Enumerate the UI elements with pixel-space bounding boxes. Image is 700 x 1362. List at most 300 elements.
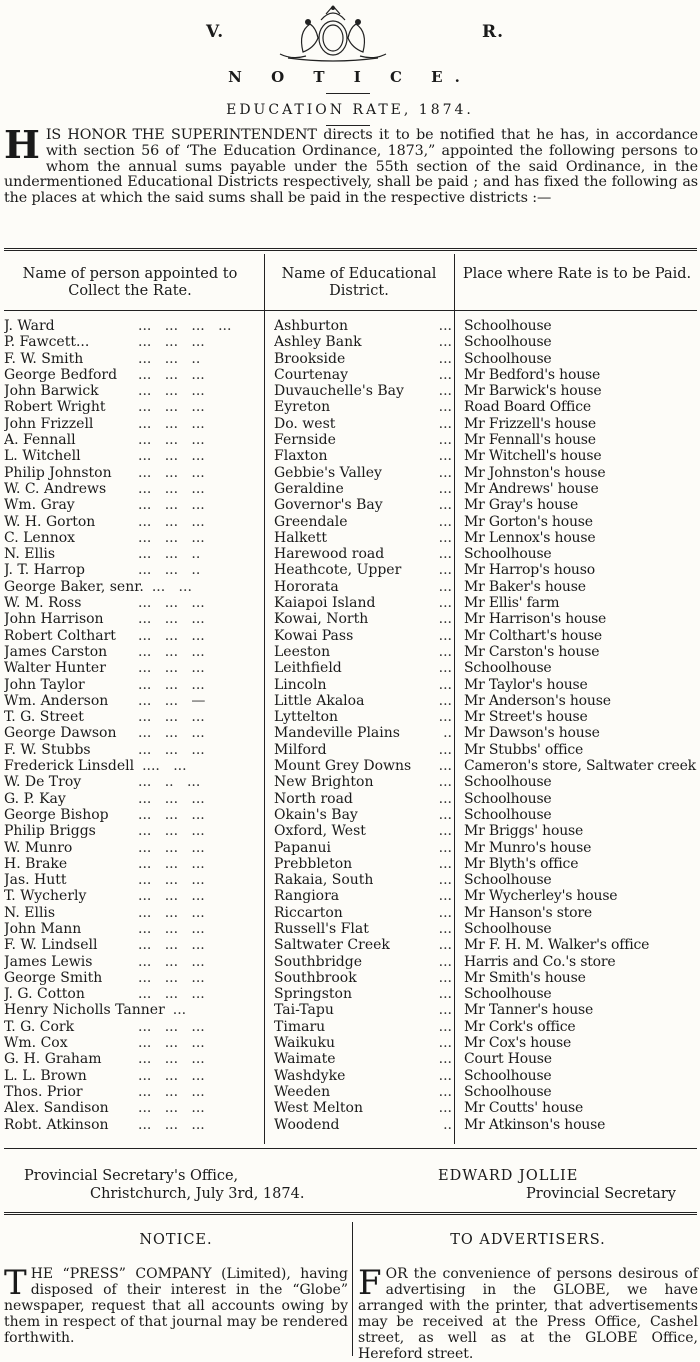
table-row xyxy=(4,954,698,970)
district-name: Little Akaloa xyxy=(274,692,365,709)
leader-dots: ... xyxy=(438,806,452,823)
cell-place: Schoolhouse xyxy=(464,660,552,677)
cell-district xyxy=(274,872,456,888)
signatory-name: EDWARD JOLLIE xyxy=(438,1168,579,1184)
cell-place: Mr Gray's house xyxy=(464,497,579,514)
leader-dots: ... xyxy=(438,1067,452,1084)
table-row xyxy=(4,465,698,481)
person-name: W. M. Ross xyxy=(4,595,82,612)
leader-dots: ... xyxy=(438,415,452,432)
leader-dots: ... xyxy=(438,366,452,383)
cell-place: Mr Carston's house xyxy=(464,643,600,660)
person-name: F. W. Stubbs xyxy=(4,741,91,758)
cell-person xyxy=(4,660,262,676)
cell-person xyxy=(4,595,262,611)
table-row xyxy=(4,514,698,530)
district-name: Harewood road xyxy=(274,546,385,563)
cell-district xyxy=(274,562,456,578)
district-name: Woodend xyxy=(274,1116,340,1133)
leader-dots: ... xyxy=(438,1083,452,1100)
person-name: W. C. Andrews xyxy=(4,480,107,497)
person-name: George Bishop xyxy=(4,806,109,823)
cell-district xyxy=(274,1002,456,1018)
cell-person xyxy=(4,481,262,497)
district-name: Oxford, West xyxy=(274,823,366,840)
cell-person xyxy=(4,807,262,823)
district-name: Leithfield xyxy=(274,660,342,677)
leader-dots: ... xyxy=(438,562,452,579)
table-row xyxy=(4,595,698,611)
person-name: Philip Briggs xyxy=(4,823,96,840)
leader-dots: ... .. ... xyxy=(138,774,201,791)
cell-place: Schoolhouse xyxy=(464,318,552,334)
district-name: Papanui xyxy=(274,839,331,856)
cell-person xyxy=(4,856,262,872)
table-row xyxy=(4,937,698,953)
person-name: Alex. Sandison xyxy=(4,1100,109,1117)
leader-dots: ... xyxy=(438,1002,452,1019)
cell-district xyxy=(274,823,456,839)
person-name: John Frizzell xyxy=(4,415,94,432)
table-row xyxy=(4,432,698,448)
cell-place: Mr Stubbs' office xyxy=(464,741,584,758)
cell-district xyxy=(274,677,456,693)
table-row xyxy=(4,448,698,464)
cell-place: Schoolhouse xyxy=(464,546,552,563)
table-row xyxy=(4,481,698,497)
person-name: Jas. Hutt xyxy=(4,872,67,889)
person-name: A. Fennall xyxy=(4,432,76,449)
district-name: Weeden xyxy=(274,1083,331,1100)
cell-district xyxy=(274,1035,456,1051)
cell-person xyxy=(4,546,262,562)
district-name: Duvauchelle's Bay xyxy=(274,383,404,400)
signatory xyxy=(438,1167,676,1203)
table-row xyxy=(4,611,698,627)
table-row xyxy=(4,367,698,383)
table-row xyxy=(4,562,698,578)
cell-person xyxy=(4,383,262,399)
cell-person xyxy=(4,416,262,432)
leader-dots: ... ... ... xyxy=(138,480,205,497)
leader-dots: ... xyxy=(438,643,452,660)
header-letter-r: R. xyxy=(482,22,505,42)
cell-person xyxy=(4,399,262,415)
leader-dots: ... ... ... xyxy=(138,1051,205,1068)
leader-dots: ... xyxy=(438,318,452,334)
person-name: George Smith xyxy=(4,969,103,986)
leader-dots: ... xyxy=(438,578,452,595)
cell-district xyxy=(274,1117,456,1133)
district-name: Milford xyxy=(274,741,327,758)
leader-dots: ... xyxy=(438,448,452,465)
table-row xyxy=(4,660,698,676)
cell-place: Mr Harrison's house xyxy=(464,611,607,628)
cell-place: Schoolhouse xyxy=(464,986,552,1003)
leader-dots: ... xyxy=(438,383,452,400)
cell-place: Schoolhouse xyxy=(464,806,552,823)
cell-person xyxy=(4,1068,262,1084)
intro-paragraph xyxy=(4,122,698,207)
leader-dots: ... ... ... xyxy=(138,725,205,742)
leader-dots: ... xyxy=(438,399,452,416)
cell-person xyxy=(4,644,262,660)
cell-district xyxy=(274,660,456,676)
cell-district xyxy=(274,448,456,464)
cell-place: Mr Witchell's house xyxy=(464,448,602,465)
cell-person xyxy=(4,709,262,725)
district-name: Governor's Bay xyxy=(274,497,383,514)
intro-text: IS HONOR THE SUPERINTENDENT directs it to be notified that he has, in accordance with section 56 of ‘The Education Ordinance, 1873,” appointed the following persons to whom the annual sums payable under the 55th section of the said Ordinance, in the undermentioned Educational Districts respectively, shall be paid ; and has fixed the following as the places at which the said sums shall be paid in the respective districts :— xyxy=(4,127,698,207)
district-name: Leeston xyxy=(274,643,331,660)
leader-dots: ... ... ... xyxy=(138,497,205,514)
table-row xyxy=(4,546,698,562)
table-row xyxy=(4,758,698,774)
cell-district xyxy=(274,514,456,530)
person-name: Robt. Atkinson xyxy=(4,1116,109,1133)
person-name: C. Lennox xyxy=(4,529,76,546)
person-name: T. G. Street xyxy=(4,709,84,726)
cell-place: Mr F. H. M. Walker's office xyxy=(464,937,650,954)
leader-dots: ... ... ... xyxy=(138,1083,205,1100)
cell-district xyxy=(274,318,456,334)
leader-dots: ... ... ... xyxy=(138,334,205,351)
advertisers-heading: TO ADVERTISERS. xyxy=(450,1232,606,1248)
person-name: G. H. Graham xyxy=(4,1051,102,1068)
leader-dots: ... ... ... xyxy=(138,904,205,921)
cell-district xyxy=(274,986,456,1002)
cell-person xyxy=(4,774,262,790)
cell-place: Mr Coutts' house xyxy=(464,1100,584,1117)
district-name: Eyreton xyxy=(274,399,331,416)
cell-person xyxy=(4,677,262,693)
cell-district xyxy=(274,383,456,399)
cell-person xyxy=(4,1100,262,1116)
person-name: Wm. Gray xyxy=(4,497,75,514)
leader-dots: ... ... ... xyxy=(138,432,205,449)
cell-person xyxy=(4,791,262,807)
leader-dots: ... ... .. xyxy=(138,562,201,579)
office-line-1: Provincial Secretary's Office, xyxy=(24,1168,239,1184)
table-row xyxy=(4,579,698,595)
table-row xyxy=(4,677,698,693)
leader-dots: ... ... ... xyxy=(138,986,205,1003)
district-name: Hororata xyxy=(274,578,339,595)
cell-district xyxy=(274,611,456,627)
cell-place: Mr Munro's house xyxy=(464,839,592,856)
cell-district xyxy=(274,546,456,562)
leader-dots: ... ... ... xyxy=(138,383,205,400)
cell-place: Mr Taylor's house xyxy=(464,676,588,693)
table-row xyxy=(4,823,698,839)
person-name: W. De Troy xyxy=(4,774,82,791)
leader-dots: ... xyxy=(438,1051,452,1068)
cell-person xyxy=(4,725,262,741)
table-row xyxy=(4,888,698,904)
cell-person xyxy=(4,465,262,481)
person-name: T. G. Cork xyxy=(4,1018,75,1035)
leader-dots: ... xyxy=(438,1035,452,1052)
cell-place: Mr Dawson's house xyxy=(464,725,600,742)
cell-district xyxy=(274,530,456,546)
person-name: George Dawson xyxy=(4,725,117,742)
leader-dots: ... ... ... xyxy=(138,464,205,481)
leader-dots: ... ... — xyxy=(138,692,206,709)
cell-place: Mr Lennox's house xyxy=(464,529,596,546)
leader-dots: ... xyxy=(438,334,452,351)
leader-dots: ... xyxy=(438,480,452,497)
leader-dots: ... xyxy=(438,676,452,693)
district-name: Springston xyxy=(274,986,352,1003)
leader-dots: ... xyxy=(438,497,452,514)
royal-crest-icon xyxy=(258,2,408,62)
cell-district xyxy=(274,1100,456,1116)
cell-district xyxy=(274,725,456,741)
table-row xyxy=(4,807,698,823)
cell-person xyxy=(4,351,262,367)
cell-district xyxy=(274,579,456,595)
person-name: N. Ellis xyxy=(4,546,56,563)
district-name: Ashley Bank xyxy=(274,334,362,351)
table-row xyxy=(4,497,698,513)
leader-dots: ... ... ... ... xyxy=(138,318,232,334)
cell-place: Mr Tanner's house xyxy=(464,1002,594,1019)
table-row xyxy=(4,351,698,367)
cell-place: Mr Johnston's house xyxy=(464,464,606,481)
cell-district xyxy=(274,888,456,904)
cell-district xyxy=(274,774,456,790)
cell-place: Schoolhouse xyxy=(464,1083,552,1100)
person-name: T. Wycherly xyxy=(4,888,87,905)
person-name: J. T. Harrop xyxy=(4,562,85,579)
table-row xyxy=(4,725,698,741)
district-name: Heathcote, Upper xyxy=(274,562,402,579)
leader-dots: ... ... ... xyxy=(138,790,205,807)
table-row xyxy=(4,644,698,660)
cell-person xyxy=(4,693,262,709)
person-name: F. W. Smith xyxy=(4,350,84,367)
district-name: Kaiapoi Island xyxy=(274,595,376,612)
leader-dots: ... ... ... xyxy=(138,806,205,823)
cell-place: Mr Frizzell's house xyxy=(464,415,596,432)
table-row xyxy=(4,791,698,807)
cell-place: Mr Street's house xyxy=(464,709,588,726)
cell-place: Mr Cork's office xyxy=(464,1018,576,1035)
cell-person xyxy=(4,742,262,758)
advertisers-notice xyxy=(358,1232,698,1362)
cell-place: Mr Atkinson's house xyxy=(464,1116,606,1133)
cell-district xyxy=(274,758,456,774)
table-row xyxy=(4,856,698,872)
leader-dots: ... ... ... xyxy=(138,399,205,416)
cell-district xyxy=(274,791,456,807)
cell-district xyxy=(274,1019,456,1035)
leader-dots: ... xyxy=(438,986,452,1003)
table-row xyxy=(4,628,698,644)
leader-dots: ... xyxy=(172,1002,187,1019)
cell-district xyxy=(274,970,456,986)
person-name: George Baker, senr. xyxy=(4,578,144,595)
cell-district xyxy=(274,709,456,725)
cell-district xyxy=(274,351,456,367)
cell-person xyxy=(4,905,262,921)
person-name: John Mann xyxy=(4,920,82,937)
district-name: Kowai, North xyxy=(274,611,369,628)
cell-district xyxy=(274,840,456,856)
leader-dots: .. xyxy=(443,1116,452,1133)
notice-subtitle: EDUCATION RATE, 1874. xyxy=(226,102,474,118)
cell-person xyxy=(4,970,262,986)
cell-person xyxy=(4,921,262,937)
leader-dots: ... ... ... xyxy=(138,415,205,432)
district-name: Southbridge xyxy=(274,953,363,970)
person-name: John Taylor xyxy=(4,676,85,693)
press-notice xyxy=(4,1232,348,1346)
district-name: Timaru xyxy=(274,1018,326,1035)
leader-dots: ... xyxy=(438,823,452,840)
cell-place: Schoolhouse xyxy=(464,334,552,351)
cell-district xyxy=(274,416,456,432)
leader-dots: ... xyxy=(438,969,452,986)
cell-person xyxy=(4,986,262,1002)
cell-district xyxy=(274,367,456,383)
district-name: Halkett xyxy=(274,529,328,546)
leader-dots: ... xyxy=(438,953,452,970)
cell-place: Schoolhouse xyxy=(464,790,552,807)
table-row xyxy=(4,921,698,937)
cell-person xyxy=(4,1002,262,1018)
cell-person xyxy=(4,1019,262,1035)
leader-dots: ... ... ... xyxy=(138,953,205,970)
table-row xyxy=(4,334,698,350)
person-name: F. W. Lindsell xyxy=(4,937,98,954)
cell-place: Mr Barwick's house xyxy=(464,383,602,400)
leader-dots: ... ... ... xyxy=(138,1116,205,1133)
cell-place: Mr Wycherley's house xyxy=(464,888,618,905)
leader-dots: ... ... ... xyxy=(138,643,205,660)
leader-dots: ... ... ... xyxy=(138,709,205,726)
leader-dots: ... xyxy=(438,464,452,481)
cell-district xyxy=(274,693,456,709)
person-name: John Barwick xyxy=(4,383,99,400)
leader-dots: ... xyxy=(438,872,452,889)
table-row xyxy=(4,1051,698,1067)
leader-dots: ... xyxy=(438,513,452,530)
leader-dots: ... ... ... xyxy=(138,1067,205,1084)
cell-place: Mr Ellis' farm xyxy=(464,595,560,612)
person-name: J. G. Cotton xyxy=(4,986,85,1003)
cell-person xyxy=(4,318,262,334)
cell-place: Mr Blyth's office xyxy=(464,855,579,872)
cell-person xyxy=(4,1051,262,1067)
leader-dots: ... ... ... xyxy=(138,920,205,937)
district-name: Waikuku xyxy=(274,1035,335,1052)
district-name: Greendale xyxy=(274,513,348,530)
advertisers-text: OR the convenience of persons desirous of advertising in the GLOBE, we have arranged with the printer, that advertisements may be received at the Press Office, Cashel street, as well as at the GLOBE Office, Hereford street. xyxy=(358,1266,698,1362)
table-row xyxy=(4,905,698,921)
cell-person xyxy=(4,840,262,856)
cell-district xyxy=(274,1068,456,1084)
table-row xyxy=(4,1068,698,1084)
signatory-title: Provincial Secretary xyxy=(526,1186,676,1202)
table-row xyxy=(4,970,698,986)
leader-dots: ... ... ... xyxy=(138,627,205,644)
person-name: Thos. Prior xyxy=(4,1083,83,1100)
leader-dots: ... ... ... xyxy=(138,823,205,840)
leader-dots: ... xyxy=(438,758,452,775)
district-name: Brookside xyxy=(274,350,346,367)
leader-dots: ... ... ... xyxy=(138,660,205,677)
person-name: W. Munro xyxy=(4,839,73,856)
district-name: West Melton xyxy=(274,1100,363,1117)
table-row xyxy=(4,318,698,334)
cell-district xyxy=(274,856,456,872)
office-line-2: Christchurch, July 3rd, 1874. xyxy=(90,1186,305,1202)
office-address xyxy=(24,1167,304,1203)
cell-person xyxy=(4,579,262,595)
intro-dropcap: H xyxy=(4,122,40,167)
cell-place: Mr Bedford's house xyxy=(464,366,601,383)
cell-place: Schoolhouse xyxy=(464,920,552,937)
advertisers-dropcap: F xyxy=(358,1263,382,1303)
cell-place: Schoolhouse xyxy=(464,872,552,889)
leader-dots: ... xyxy=(438,920,452,937)
leader-dots: ... ... ... xyxy=(138,529,205,546)
cell-district xyxy=(274,399,456,415)
table-row xyxy=(4,1100,698,1116)
header-letter-v: V. xyxy=(206,22,225,42)
table-row xyxy=(4,742,698,758)
district-name: Rangiora xyxy=(274,888,340,905)
district-name: Lincoln xyxy=(274,676,327,693)
cell-place: Schoolhouse xyxy=(464,774,552,791)
leader-dots: ... ... ... xyxy=(138,1100,205,1117)
cell-person xyxy=(4,758,262,774)
district-name: Kowai Pass xyxy=(274,627,354,644)
title-rule xyxy=(326,93,370,94)
cell-person xyxy=(4,530,262,546)
person-name: J. Ward xyxy=(4,318,55,334)
leader-dots: ... xyxy=(438,595,452,612)
cell-person xyxy=(4,514,262,530)
table-row xyxy=(4,1117,698,1133)
person-name: John Harrison xyxy=(4,611,104,628)
table-row xyxy=(4,986,698,1002)
leader-dots: ... xyxy=(438,937,452,954)
cell-person xyxy=(4,497,262,513)
cell-place: Schoolhouse xyxy=(464,1067,552,1084)
leader-dots: ... ... ... xyxy=(138,872,205,889)
cell-place: Mr Smith's house xyxy=(464,969,586,986)
leader-dots: ... ... ... xyxy=(138,676,205,693)
district-name: North road xyxy=(274,790,353,807)
table-row xyxy=(4,383,698,399)
leader-dots: ... ... ... xyxy=(138,937,205,954)
leader-dots: .... ... xyxy=(142,758,187,775)
cell-person xyxy=(4,1084,262,1100)
cell-person xyxy=(4,1117,262,1133)
leader-dots: ... xyxy=(438,350,452,367)
table-row xyxy=(4,872,698,888)
table-row xyxy=(4,1084,698,1100)
district-name: Fernside xyxy=(274,432,336,449)
leader-dots: ... ... ... xyxy=(138,366,205,383)
press-notice-text: HE “PRESS” COMPANY (Limited), having disposed of their interest in the “Globe” newspaper, request that all accounts owing by them in respect of that journal may be rendered forthwith. xyxy=(4,1266,348,1346)
person-name: L. Witchell xyxy=(4,448,81,465)
leader-dots: ... xyxy=(438,529,452,546)
person-name: Wm. Cox xyxy=(4,1035,68,1052)
district-name: Geraldine xyxy=(274,480,344,497)
